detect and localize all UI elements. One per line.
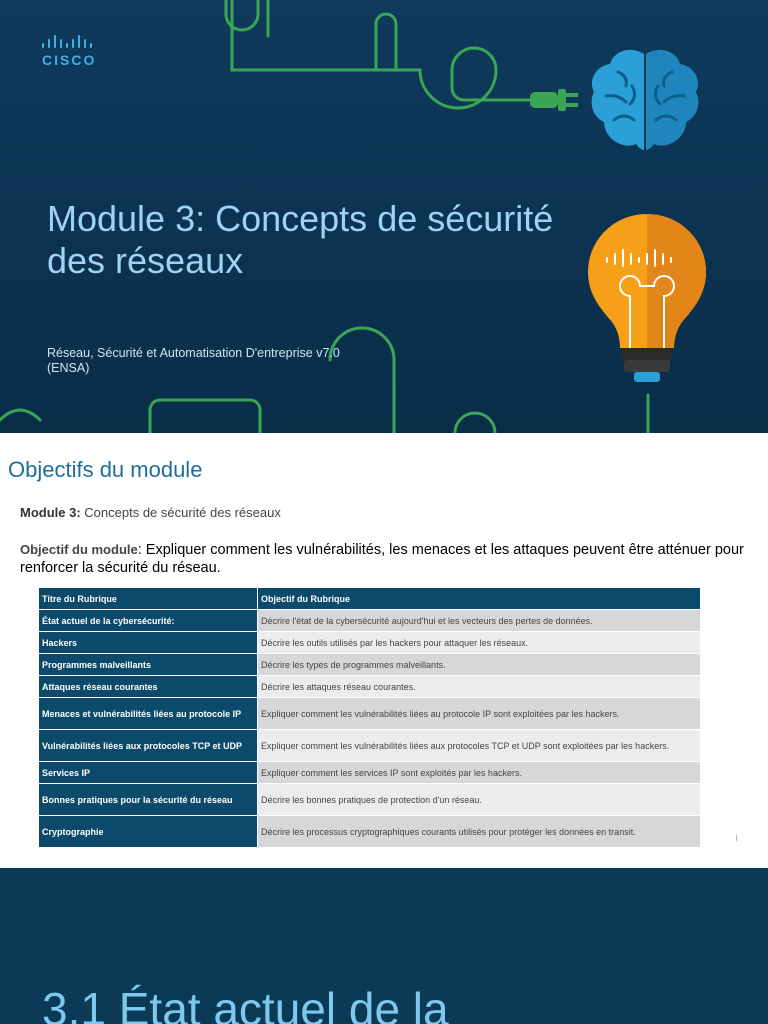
- rubric-objective: Décrire les attaques réseau courantes.: [258, 676, 701, 698]
- rubric-title: État actuel de la cybersécurité:: [39, 610, 258, 632]
- rubric-objective: Décrire les types de programmes malveillants.: [258, 654, 701, 676]
- rubric-objective: Expliquer comment les vulnérabilités liées au protocole IP sont exploitées par les hackers.: [258, 698, 701, 730]
- rubric-objective: Décrire l'état de la cybersécurité aujourd'hui et les vecteurs des pertes de données.: [258, 610, 701, 632]
- table-row: [39, 762, 701, 784]
- rubric-title: Programmes malveillants: [39, 654, 258, 676]
- rubric-title: Cryptographie: [39, 816, 258, 848]
- rubric-title: Vulnérabilités liées aux protocoles TCP et UDP: [39, 730, 258, 762]
- objective-text: : Expliquer comment les vulnérabilités, les menaces et les attaques peuvent être atténuer pour renforcer la sécurité du réseau.: [20, 542, 744, 576]
- table-row: [39, 730, 701, 762]
- objective-label: Objectif du module: [20, 542, 138, 557]
- section-title: 3.1 État actuel de la: [42, 983, 449, 1024]
- rubric-title: Menaces et vulnérabilités liées au protocole IP: [39, 698, 258, 730]
- cisco-logo: [42, 32, 112, 72]
- table-row: [39, 698, 701, 730]
- rubric-table: [38, 587, 701, 848]
- table-row: [39, 676, 701, 698]
- module-label: Module 3:: [20, 505, 81, 520]
- plug-icon: [528, 85, 580, 115]
- objectives-heading: Objectifs du module: [8, 457, 203, 482]
- table-row: [39, 632, 701, 654]
- course-subtitle: [47, 346, 407, 376]
- rubric-objective: Expliquer comment les vulnérabilités liées aux protocoles TCP et UDP sont exploitées par les hackers.: [258, 730, 701, 762]
- slide-marker: [736, 835, 737, 841]
- rubric-title: Attaques réseau courantes: [39, 676, 258, 698]
- table-row: [39, 816, 701, 848]
- table-row: [39, 610, 701, 632]
- column-header: Titre du Rubrique: [39, 588, 258, 610]
- rubric-objective: Décrire les bonnes pratiques de protection d'un réseau.: [258, 784, 701, 816]
- title-slide: [0, 0, 768, 433]
- cisco-bars-icon: [42, 32, 112, 48]
- course-name: Réseau, Sécurité et Automatisation D'entreprise v7.0: [47, 346, 340, 360]
- rubric-title: Hackers: [39, 632, 258, 654]
- column-header: Objectif du Rubrique: [258, 588, 701, 610]
- module-objective: [20, 541, 760, 577]
- rubric-objective: Décrire les outils utilisés par les hackers pour attaquer les réseaux.: [258, 632, 701, 654]
- rubric-title: Bonnes pratiques pour la sécurité du réseau: [39, 784, 258, 816]
- module-title: Module 3: Concepts de sécurité des réseaux: [47, 198, 554, 281]
- course-code: (ENSA): [47, 361, 90, 375]
- objectives-slide: [0, 447, 768, 865]
- section-slide: [0, 868, 768, 1024]
- rubric-objective: Décrire les processus cryptographiques courants utilisés pour protéger les données en transit.: [258, 816, 701, 848]
- module-line: [20, 505, 281, 520]
- brain-icon: [588, 46, 704, 156]
- table-row: [39, 654, 701, 676]
- module-value: Concepts de sécurité des réseaux: [80, 505, 281, 520]
- rubric-title: Services IP: [39, 762, 258, 784]
- table-header-row: [39, 588, 701, 610]
- rubric-objective: Expliquer comment les services IP sont exploités par les hackers.: [258, 762, 701, 784]
- cisco-wordmark: CISCO: [42, 52, 97, 68]
- table-row: [39, 784, 701, 816]
